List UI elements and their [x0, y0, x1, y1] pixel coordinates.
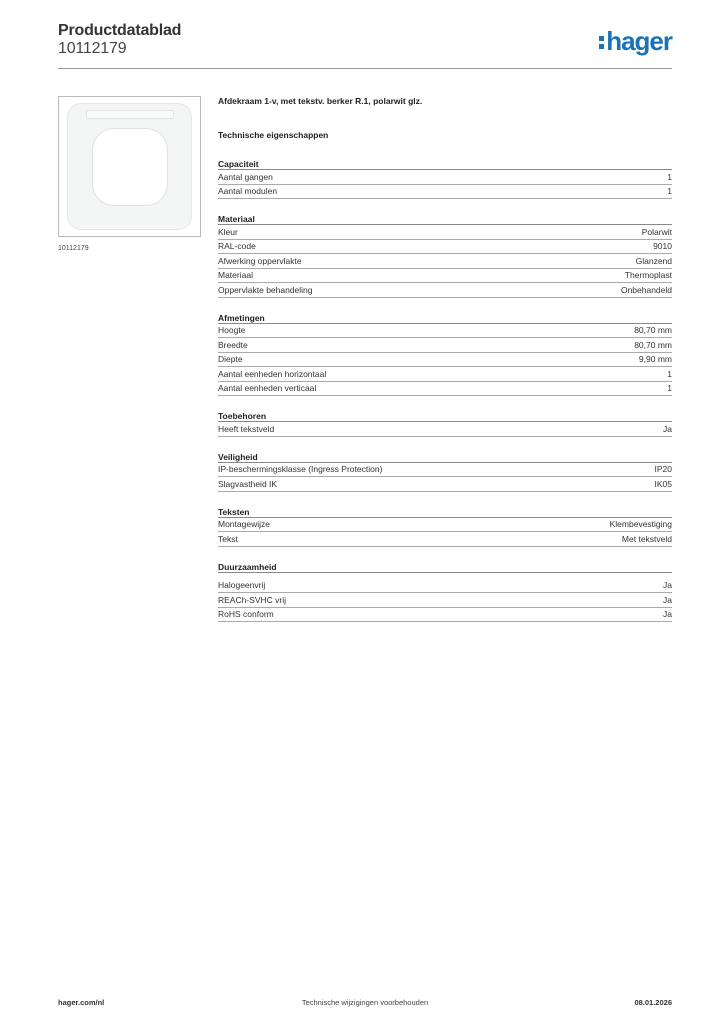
section-title: Teksten: [218, 506, 672, 518]
property-value: Glanzend: [635, 255, 672, 266]
property-value: 1: [667, 171, 672, 182]
label-window-illustration: [86, 110, 174, 119]
product-image: [58, 96, 201, 237]
section-title: Toebehoren: [218, 410, 672, 422]
property-row: [218, 367, 672, 382]
property-value: 1: [667, 383, 672, 394]
property-row: [218, 593, 672, 608]
property-row: [218, 608, 672, 623]
property-row: [218, 269, 672, 284]
property-row: [218, 422, 672, 437]
property-value: Onbehandeld: [620, 284, 672, 295]
property-label: Diepte: [218, 354, 243, 365]
property-value: 80,70 mm: [634, 339, 672, 350]
product-description: Afdekraam 1-v, met tekstv. berker R.1, polarwit glz.: [218, 96, 423, 106]
property-label: Halogeenvrij: [218, 580, 266, 591]
section-afmetingen: [218, 312, 672, 397]
hager-logo: [599, 28, 672, 54]
property-value: Ja: [663, 594, 672, 605]
property-row: [218, 477, 672, 492]
section-title: Capaciteit: [218, 158, 672, 170]
property-value: 9,90 mm: [638, 354, 672, 365]
section-toebehoren: [218, 410, 672, 437]
property-row: [218, 225, 672, 240]
property-label: IP-beschermingsklasse (Ingress Protection): [218, 464, 383, 475]
property-row: [218, 324, 672, 339]
page-title: Productdatablad: [58, 22, 182, 39]
property-label: Aantal modulen: [218, 186, 278, 197]
property-row: [218, 579, 672, 594]
footer-website: hager.com/nl: [58, 998, 105, 1007]
image-caption: 10112179: [58, 245, 89, 252]
property-value: Thermoplast: [624, 270, 672, 281]
footer-date: 08.01.2026: [634, 998, 672, 1007]
section-title: Duurzaamheid: [218, 561, 672, 573]
property-row: [218, 185, 672, 200]
section-capaciteit: [218, 158, 672, 199]
property-label: Oppervlakte behandeling: [218, 284, 313, 295]
property-row: [218, 463, 672, 478]
property-row: [218, 518, 672, 533]
property-label: Aantal eenheden verticaal: [218, 383, 317, 394]
property-label: Slagvastheid IK: [218, 478, 278, 489]
property-label: Heeft tekstveld: [218, 423, 275, 434]
section-materiaal: [218, 213, 672, 298]
property-row: [218, 170, 672, 185]
footer-disclaimer: Technische wijzigingen voorbehouden: [301, 998, 429, 1007]
page-footer: [58, 998, 672, 1010]
property-value: 1: [667, 186, 672, 197]
property-value: Met tekstveld: [621, 533, 672, 544]
section-title: Afmetingen: [218, 312, 672, 324]
property-value: IK05: [654, 478, 672, 489]
section-teksten: [218, 506, 672, 547]
property-label: Aantal eenheden horizontaal: [218, 368, 327, 379]
property-value: Polarwit: [641, 226, 672, 237]
property-label: Aantal gangen: [218, 171, 273, 182]
logo-colon-icon: [599, 34, 605, 50]
property-value: 80,70 mm: [634, 325, 672, 336]
property-label: Breedte: [218, 339, 248, 350]
property-label: Montagewijze: [218, 519, 270, 530]
property-row: [218, 254, 672, 269]
property-row: [218, 382, 672, 397]
section-duurzaamheid: [218, 561, 672, 623]
property-label: REACh-SVHC vrij: [218, 594, 287, 605]
property-label: Tekst: [218, 533, 238, 544]
property-value: Ja: [663, 580, 672, 591]
page-header: [58, 22, 672, 70]
property-row: [218, 353, 672, 368]
section-title: Materiaal: [218, 213, 672, 225]
property-row: [218, 338, 672, 353]
frame-opening-illustration: [92, 128, 168, 206]
property-value: Klembevestiging: [609, 519, 672, 530]
product-number: 10112179: [58, 40, 127, 57]
property-label: Hoogte: [218, 325, 246, 336]
section-title: Veiligheid: [218, 451, 672, 463]
property-label: Materiaal: [218, 270, 253, 281]
property-value: 1: [667, 368, 672, 379]
cover-frame-illustration: [67, 103, 192, 230]
property-value: Ja: [663, 609, 672, 620]
logo-text: hager: [606, 26, 672, 56]
property-value: 9010: [653, 241, 672, 252]
header-divider: [58, 68, 672, 69]
property-label: Kleur: [218, 226, 238, 237]
property-row: [218, 532, 672, 547]
property-sections: [218, 158, 672, 622]
product-details: [218, 96, 672, 622]
property-label: Afwerking oppervlakte: [218, 255, 302, 266]
property-label: RAL-code: [218, 241, 256, 252]
property-row: [218, 283, 672, 298]
property-row: [218, 240, 672, 255]
section-veiligheid: [218, 451, 672, 492]
technical-properties-heading: Technische eigenschappen: [218, 130, 329, 140]
property-value: Ja: [663, 423, 672, 434]
property-label: RoHS conform: [218, 609, 274, 620]
property-value: IP20: [654, 464, 672, 475]
